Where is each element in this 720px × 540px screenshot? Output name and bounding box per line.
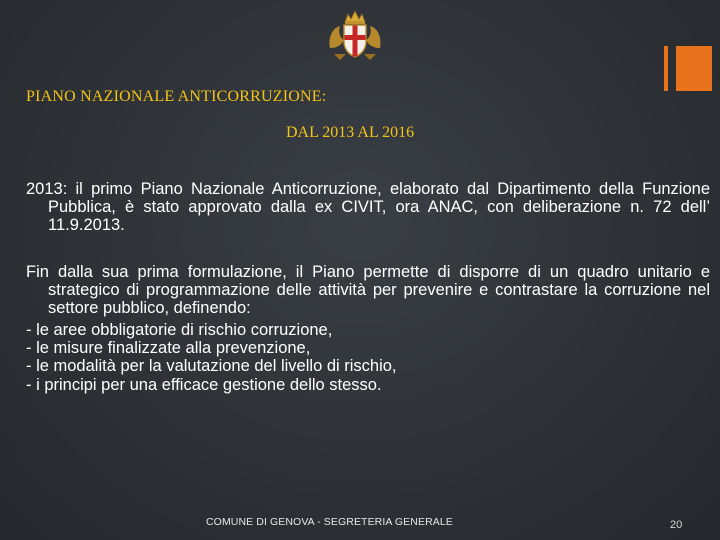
accent-bar-thin bbox=[664, 46, 668, 91]
list-item: - le aree obbligatorie di rischio corruzione, bbox=[26, 321, 333, 339]
list-item: - i principi per una efficace gestione dello stesso. bbox=[26, 375, 382, 394]
accent-bar-thick bbox=[676, 46, 712, 91]
paragraph-2013: 2013: il primo Piano Nazionale Anticorruzione, elaborato dal Dipartimento della Funzione Pubblica, è stato approvato dalla ex CIVIT, ora ANAC, con deliberazione n. 72 dell’ 11.9.2013. bbox=[26, 180, 710, 234]
paragraph-formulation: Fin dalla sua prima formulazione, il Piano permette di disporre di un quadro unitario e strategico di programmazione delle attività per prevenire e contrastare la corruzione nel settore pubblico, definendo: bbox=[26, 263, 710, 317]
footer-text: COMUNE DI GENOVA - SEGRETERIA GENERALE bbox=[206, 516, 453, 528]
list-item: - le modalità per la valutazione del livello di rischio, bbox=[26, 357, 397, 376]
list-item: - le misure finalizzate alla prevenzione, bbox=[26, 339, 311, 358]
page-number: 20 bbox=[670, 519, 683, 531]
coat-of-arms-icon bbox=[326, 8, 384, 64]
slide-title: PIANO NAZIONALE ANTICORRUZIONE: bbox=[26, 88, 327, 105]
bullet-list bbox=[26, 321, 397, 394]
slide-subtitle: DAL 2013 AL 2016 bbox=[286, 124, 415, 141]
